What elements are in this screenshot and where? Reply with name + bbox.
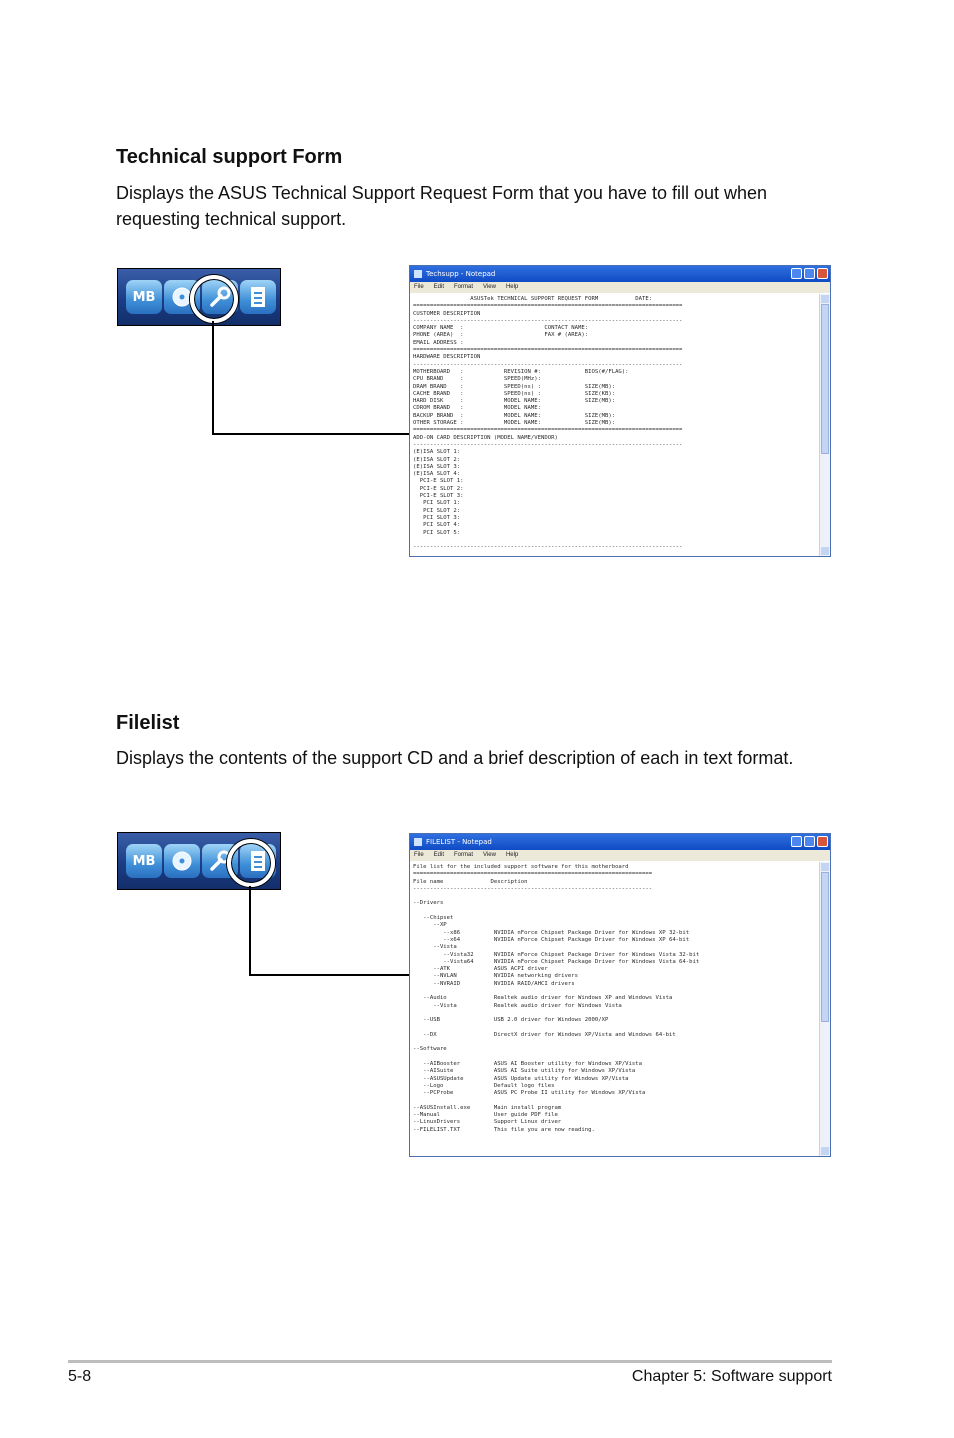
window-titlebar — [410, 266, 830, 282]
text-line: --Vista — [413, 944, 457, 951]
text-line: ================================================================================ — [413, 303, 683, 310]
text-line: File name Description — [413, 878, 528, 885]
text-line: --Logo Default logo files — [413, 1082, 555, 1089]
text-line: COMPANY NAME : CONTACT NAME: — [413, 325, 589, 332]
text-line: ======================================================================= — [413, 871, 653, 878]
text-line: File list for the included support software for this motherboard — [413, 864, 629, 870]
text-line: --USB USB 2.0 driver for Windows 2000/XP — [413, 1017, 609, 1024]
text-line: (E)ISA SLOT 2: — [413, 456, 461, 463]
menu-edit[interactable]: Edit — [433, 284, 445, 290]
vertical-scrollbar[interactable] — [819, 862, 830, 1156]
text-line: OTHER STORAGE : MODEL NAME: SIZE(MB): — [413, 420, 616, 427]
menu-help[interactable]: Help — [505, 284, 519, 290]
mb-button[interactable]: MB — [126, 280, 162, 314]
minimize-button[interactable] — [791, 268, 802, 279]
vertical-scrollbar[interactable] — [819, 294, 830, 556]
menu-edit[interactable]: Edit — [433, 852, 445, 858]
text-line: --DX DirectX driver for Windows XP/Vista and Windows 64-bit — [413, 1031, 676, 1038]
text-line: --Vista32 NVIDIA nForce Chipset Package Driver for Windows Vista 32-bit — [413, 951, 700, 958]
text-line: --AISuite ASUS AI Suite utility for Windows XP/Vista — [413, 1068, 636, 1075]
cd-icon — [171, 850, 193, 872]
text-line: ================================================================================ — [413, 347, 683, 354]
text-line: MOTHERBOARD : REVISION #: BIOS(#/FLAG): — [413, 368, 629, 375]
text-line: --Vista64 NVIDIA nForce Chipset Package Driver for Windows Vista 64-bit — [413, 958, 700, 965]
text-line: --x64 NVIDIA nForce Chipset Package Driver for Windows XP 64-bit — [413, 936, 690, 943]
text-line: BACKUP BRAND : MODEL NAME: SIZE(MB): — [413, 412, 616, 419]
notepad-window-filelist — [409, 833, 831, 1157]
text-line — [413, 537, 817, 544]
section-description-technical-support: Displays the ASUS Technical Support Request Form that you have to fill out when requesting technical support. — [116, 183, 768, 229]
callout-line — [212, 321, 214, 435]
section-heading-technical-support: Technical support Form — [116, 146, 343, 168]
menu-format[interactable]: Format — [454, 852, 474, 858]
chapter-title: Chapter 5: Software support — [631, 1368, 832, 1385]
text-line: ADD-ON CARD DESCRIPTION (MODEL NAME/VENDOR) — [413, 434, 558, 441]
text-line: --Audio Realtek audio driver for Windows XP and Windows Vista — [413, 995, 673, 1002]
menu-view[interactable]: View — [483, 852, 496, 858]
text-line: ================================================================================ — [413, 427, 683, 434]
text-line — [413, 1010, 817, 1017]
text-line: --PCProbe ASUS PC Probe II utility for Windows XP/Vista — [413, 1090, 646, 1097]
callout-line — [249, 974, 410, 976]
text-line: PCI SLOT 3: — [413, 514, 461, 521]
minimize-button[interactable] — [791, 836, 802, 847]
footer-divider — [68, 1360, 832, 1363]
callout-line — [249, 886, 251, 976]
text-line: --ATK ASUS ACPI driver — [413, 966, 548, 973]
text-line: --ASUSUpdate ASUS Update utility for Windows XP/Vista — [413, 1075, 629, 1082]
text-line: HARD DISK : MODEL NAME: SIZE(MB): — [413, 398, 616, 405]
text-line: DRAM BRAND : SPEED(ns) : SIZE(MB): — [413, 383, 616, 390]
text-line: --Software — [413, 1046, 447, 1053]
window-titlebar — [410, 834, 830, 850]
highlight-circle — [190, 275, 238, 323]
text-line: PCI SLOT 1: — [413, 500, 461, 507]
menu-file[interactable]: File — [414, 852, 424, 858]
text-line: CPU BRAND : SPEED(MHz): — [413, 376, 541, 383]
text-line: --LinuxDrivers Support Linux driver — [413, 1119, 562, 1126]
notepad-icon — [414, 270, 422, 278]
window-title-text: Techsupp - Notepad — [426, 270, 496, 278]
text-line: --NVLAN NVIDIA networking drivers — [413, 973, 579, 980]
mb-button[interactable]: MB — [126, 844, 162, 878]
text-line: -------------------------------------------------------------------------------- — [413, 361, 683, 368]
text-line — [413, 1054, 817, 1061]
text-line: -------------------------------------------------------------------------------- — [413, 441, 683, 448]
text-line: CDROM BRAND : MODEL NAME: — [413, 405, 541, 412]
menu-bar — [410, 850, 830, 861]
text-line: --Vista Realtek audio driver for Windows Vista — [413, 1002, 622, 1009]
close-button[interactable] — [817, 268, 828, 279]
text-line: PCI SLOT 4: — [413, 522, 461, 529]
text-line — [413, 908, 817, 915]
text-line: --NVRAID NVIDIA RAID/AHCI drivers — [413, 980, 575, 987]
text-line: EMAIL ADDRESS : — [413, 339, 464, 346]
close-button[interactable] — [817, 836, 828, 847]
menu-bar — [410, 282, 830, 293]
text-line — [413, 1098, 817, 1105]
text-line — [413, 988, 817, 995]
menu-view[interactable]: View — [483, 284, 496, 290]
text-line — [413, 1039, 817, 1046]
text-line: -------------------------------------------------------------------------------- — [413, 317, 683, 324]
text-line: PCI SLOT 5: — [413, 529, 461, 536]
text-line: PHONE (AREA) : FAX # (AREA): — [413, 332, 589, 339]
notepad-text-area[interactable] — [410, 294, 820, 556]
notepad-icon — [414, 838, 422, 846]
callout-line — [212, 433, 410, 435]
text-line: HARDWARE DESCRIPTION — [413, 354, 481, 361]
text-line: --ASUSInstall.exe Main install program — [413, 1104, 562, 1111]
highlight-circle — [227, 839, 275, 887]
text-line: CACHE BRAND : SPEED(ns) : SIZE(KB): — [413, 390, 616, 397]
filelist-button[interactable] — [240, 280, 276, 314]
filelist-icon — [248, 285, 268, 309]
window-title-text: FILELIST - Notepad — [426, 838, 492, 846]
text-line: PCI-E SLOT 1: — [413, 478, 464, 485]
text-line: --Chipset — [413, 915, 454, 922]
text-line: ----------------------------------------------------------------------- — [413, 885, 653, 892]
text-line — [413, 893, 817, 900]
text-line: --AIBooster ASUS AI Booster utility for Windows XP/Vista — [413, 1061, 643, 1068]
text-line: --FILELIST.TXT This file you are now reading. — [413, 1126, 595, 1133]
text-line: (E)ISA SLOT 1: — [413, 449, 461, 456]
maximize-button[interactable] — [804, 268, 815, 279]
text-line: (E)ISA SLOT 3: — [413, 463, 461, 470]
cd-button[interactable] — [164, 844, 200, 878]
text-line: PCI SLOT 2: — [413, 507, 461, 514]
text-line: ASUSTek TECHNICAL SUPPORT REQUEST FORM DATE: — [413, 296, 653, 302]
text-line: PCI-E SLOT 3: — [413, 493, 464, 500]
text-line: --Manual User guide PDF file — [413, 1112, 558, 1119]
section-description-filelist: Displays the contents of the support CD and a brief description of each in text format. — [116, 748, 794, 768]
menu-help[interactable]: Help — [505, 852, 519, 858]
text-line: PCI-E SLOT 2: — [413, 485, 464, 492]
text-line: --x86 NVIDIA nForce Chipset Package Driver for Windows XP 32-bit — [413, 929, 690, 936]
text-line: --XP — [413, 922, 447, 929]
maximize-button[interactable] — [804, 836, 815, 847]
text-line — [413, 1025, 817, 1032]
text-line: -------------------------------------------------------------------------------- — [413, 544, 683, 551]
page-number: 5-8 — [68, 1368, 92, 1385]
section-heading-filelist: Filelist — [116, 712, 180, 734]
menu-format[interactable]: Format — [454, 284, 474, 290]
text-line: --Drivers — [413, 900, 444, 907]
text-line: CUSTOMER DESCRIPTION — [413, 310, 481, 317]
notepad-text-area[interactable] — [410, 862, 820, 1156]
notepad-window-support-form — [409, 265, 831, 557]
menu-file[interactable]: File — [414, 284, 424, 290]
text-line: (E)ISA SLOT 4: — [413, 471, 461, 478]
